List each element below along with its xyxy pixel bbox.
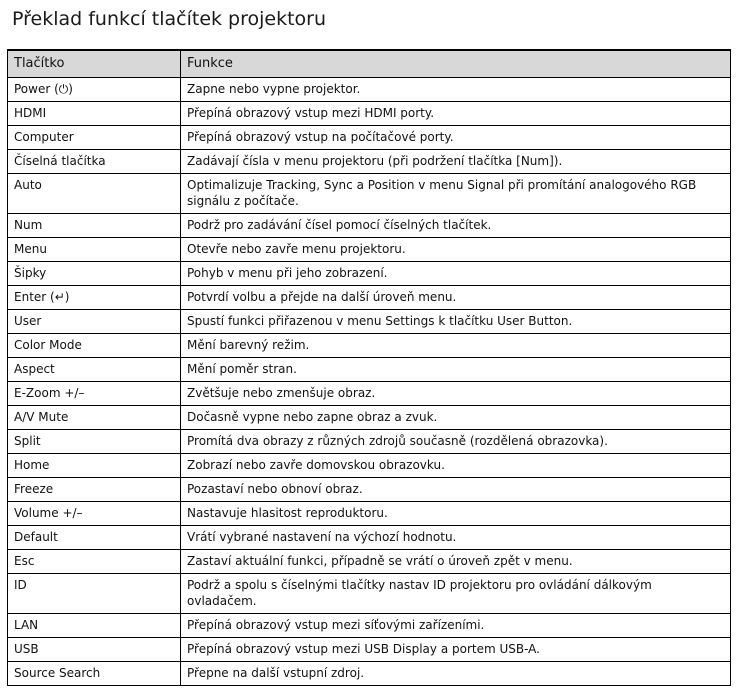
table-row bbox=[8, 214, 731, 238]
cell-button: Color Mode bbox=[8, 334, 181, 358]
table-row bbox=[8, 150, 731, 174]
cell-button: Default bbox=[8, 526, 181, 550]
cell-function: Spustí funkci přiřazenou v menu Settings k tlačítku User Button. bbox=[181, 310, 731, 334]
table-row bbox=[8, 102, 731, 126]
table-row bbox=[8, 574, 731, 614]
cell-button: Num bbox=[8, 214, 181, 238]
table-row bbox=[8, 286, 731, 310]
cell-button: Computer bbox=[8, 126, 181, 150]
table-header-row bbox=[8, 50, 731, 78]
table-row bbox=[8, 310, 731, 334]
cell-function: Potvrdí volbu a přejde na další úroveň menu. bbox=[181, 286, 731, 310]
table-row bbox=[8, 126, 731, 150]
table-row bbox=[8, 406, 731, 430]
cell-button: Freeze bbox=[8, 478, 181, 502]
table-row bbox=[8, 358, 731, 382]
cell-function: Zastaví aktuální funkci, případně se vrátí o úroveň zpět v menu. bbox=[181, 550, 731, 574]
cell-button: Volume +/– bbox=[8, 502, 181, 526]
cell-function: Přepíná obrazový vstup mezi síťovými zařízeními. bbox=[181, 614, 731, 638]
cell-function: Zobrazí nebo zavře domovskou obrazovku. bbox=[181, 454, 731, 478]
cell-function: Pozastaví nebo obnoví obraz. bbox=[181, 478, 731, 502]
table-body bbox=[8, 78, 731, 686]
cell-button: USB bbox=[8, 638, 181, 662]
cell-button: Enter (↵) bbox=[8, 286, 181, 310]
cell-function: Podrž a spolu s číselnými tlačítky nastav ID projektoru pro ovládání dálkovým ovladačem. bbox=[181, 574, 731, 614]
cell-button: Menu bbox=[8, 238, 181, 262]
cell-button: HDMI bbox=[8, 102, 181, 126]
table-row bbox=[8, 78, 731, 102]
cell-function: Přepne na další vstupní zdroj. bbox=[181, 662, 731, 686]
table-row bbox=[8, 454, 731, 478]
cell-button: Auto bbox=[8, 174, 181, 214]
cell-function: Přepíná obrazový vstup mezi HDMI porty. bbox=[181, 102, 731, 126]
table-row bbox=[8, 174, 731, 214]
table-row bbox=[8, 550, 731, 574]
page-title: Překlad funkcí tlačítek projektoru bbox=[12, 8, 327, 30]
cell-function: Dočasně vypne nebo zapne obraz a zvuk. bbox=[181, 406, 731, 430]
cell-button: LAN bbox=[8, 614, 181, 638]
table-row bbox=[8, 238, 731, 262]
header-button: Tlačítko bbox=[8, 50, 181, 78]
cell-button: Esc bbox=[8, 550, 181, 574]
cell-button: Split bbox=[8, 430, 181, 454]
table-row bbox=[8, 614, 731, 638]
cell-function: Mění barevný režim. bbox=[181, 334, 731, 358]
cell-button: Power (⏻) bbox=[8, 78, 181, 102]
table-row bbox=[8, 502, 731, 526]
header-function: Funkce bbox=[181, 50, 731, 78]
table-row bbox=[8, 334, 731, 358]
cell-button: User bbox=[8, 310, 181, 334]
table-row bbox=[8, 262, 731, 286]
cell-function: Přepíná obrazový vstup mezi USB Display a portem USB-A. bbox=[181, 638, 731, 662]
cell-function: Zapne nebo vypne projektor. bbox=[181, 78, 731, 102]
cell-function: Vrátí vybrané nastavení na výchozí hodnotu. bbox=[181, 526, 731, 550]
cell-function: Pohyb v menu při jeho zobrazení. bbox=[181, 262, 731, 286]
table-row bbox=[8, 430, 731, 454]
cell-button: Home bbox=[8, 454, 181, 478]
cell-function: Přepíná obrazový vstup na počítačové porty. bbox=[181, 126, 731, 150]
cell-button: ID bbox=[8, 574, 181, 614]
cell-button: Aspect bbox=[8, 358, 181, 382]
cell-button: Číselná tlačítka bbox=[8, 150, 181, 174]
cell-function: Nastavuje hlasitost reproduktoru. bbox=[181, 502, 731, 526]
cell-button: Šipky bbox=[8, 262, 181, 286]
cell-function: Otevře nebo zavře menu projektoru. bbox=[181, 238, 731, 262]
cell-button: Source Search bbox=[8, 662, 181, 686]
table-row bbox=[8, 638, 731, 662]
table-row bbox=[8, 382, 731, 406]
cell-function: Promítá dva obrazy z různých zdrojů současně (rozdělená obrazovka). bbox=[181, 430, 731, 454]
button-function-table bbox=[7, 49, 731, 686]
cell-function: Zvětšuje nebo zmenšuje obraz. bbox=[181, 382, 731, 406]
cell-function: Zadávají čísla v menu projektoru (při podržení tlačítka [Num]). bbox=[181, 150, 731, 174]
cell-function: Optimalizuje Tracking, Sync a Position v menu Signal při promítání analogového RGB signálu z počítače. bbox=[181, 174, 731, 214]
table-row bbox=[8, 526, 731, 550]
cell-function: Podrž pro zadávání čísel pomocí číselných tlačítek. bbox=[181, 214, 731, 238]
table-row bbox=[8, 478, 731, 502]
cell-button: A/V Mute bbox=[8, 406, 181, 430]
cell-function: Mění poměr stran. bbox=[181, 358, 731, 382]
cell-button: E-Zoom +/– bbox=[8, 382, 181, 406]
table-row bbox=[8, 662, 731, 686]
